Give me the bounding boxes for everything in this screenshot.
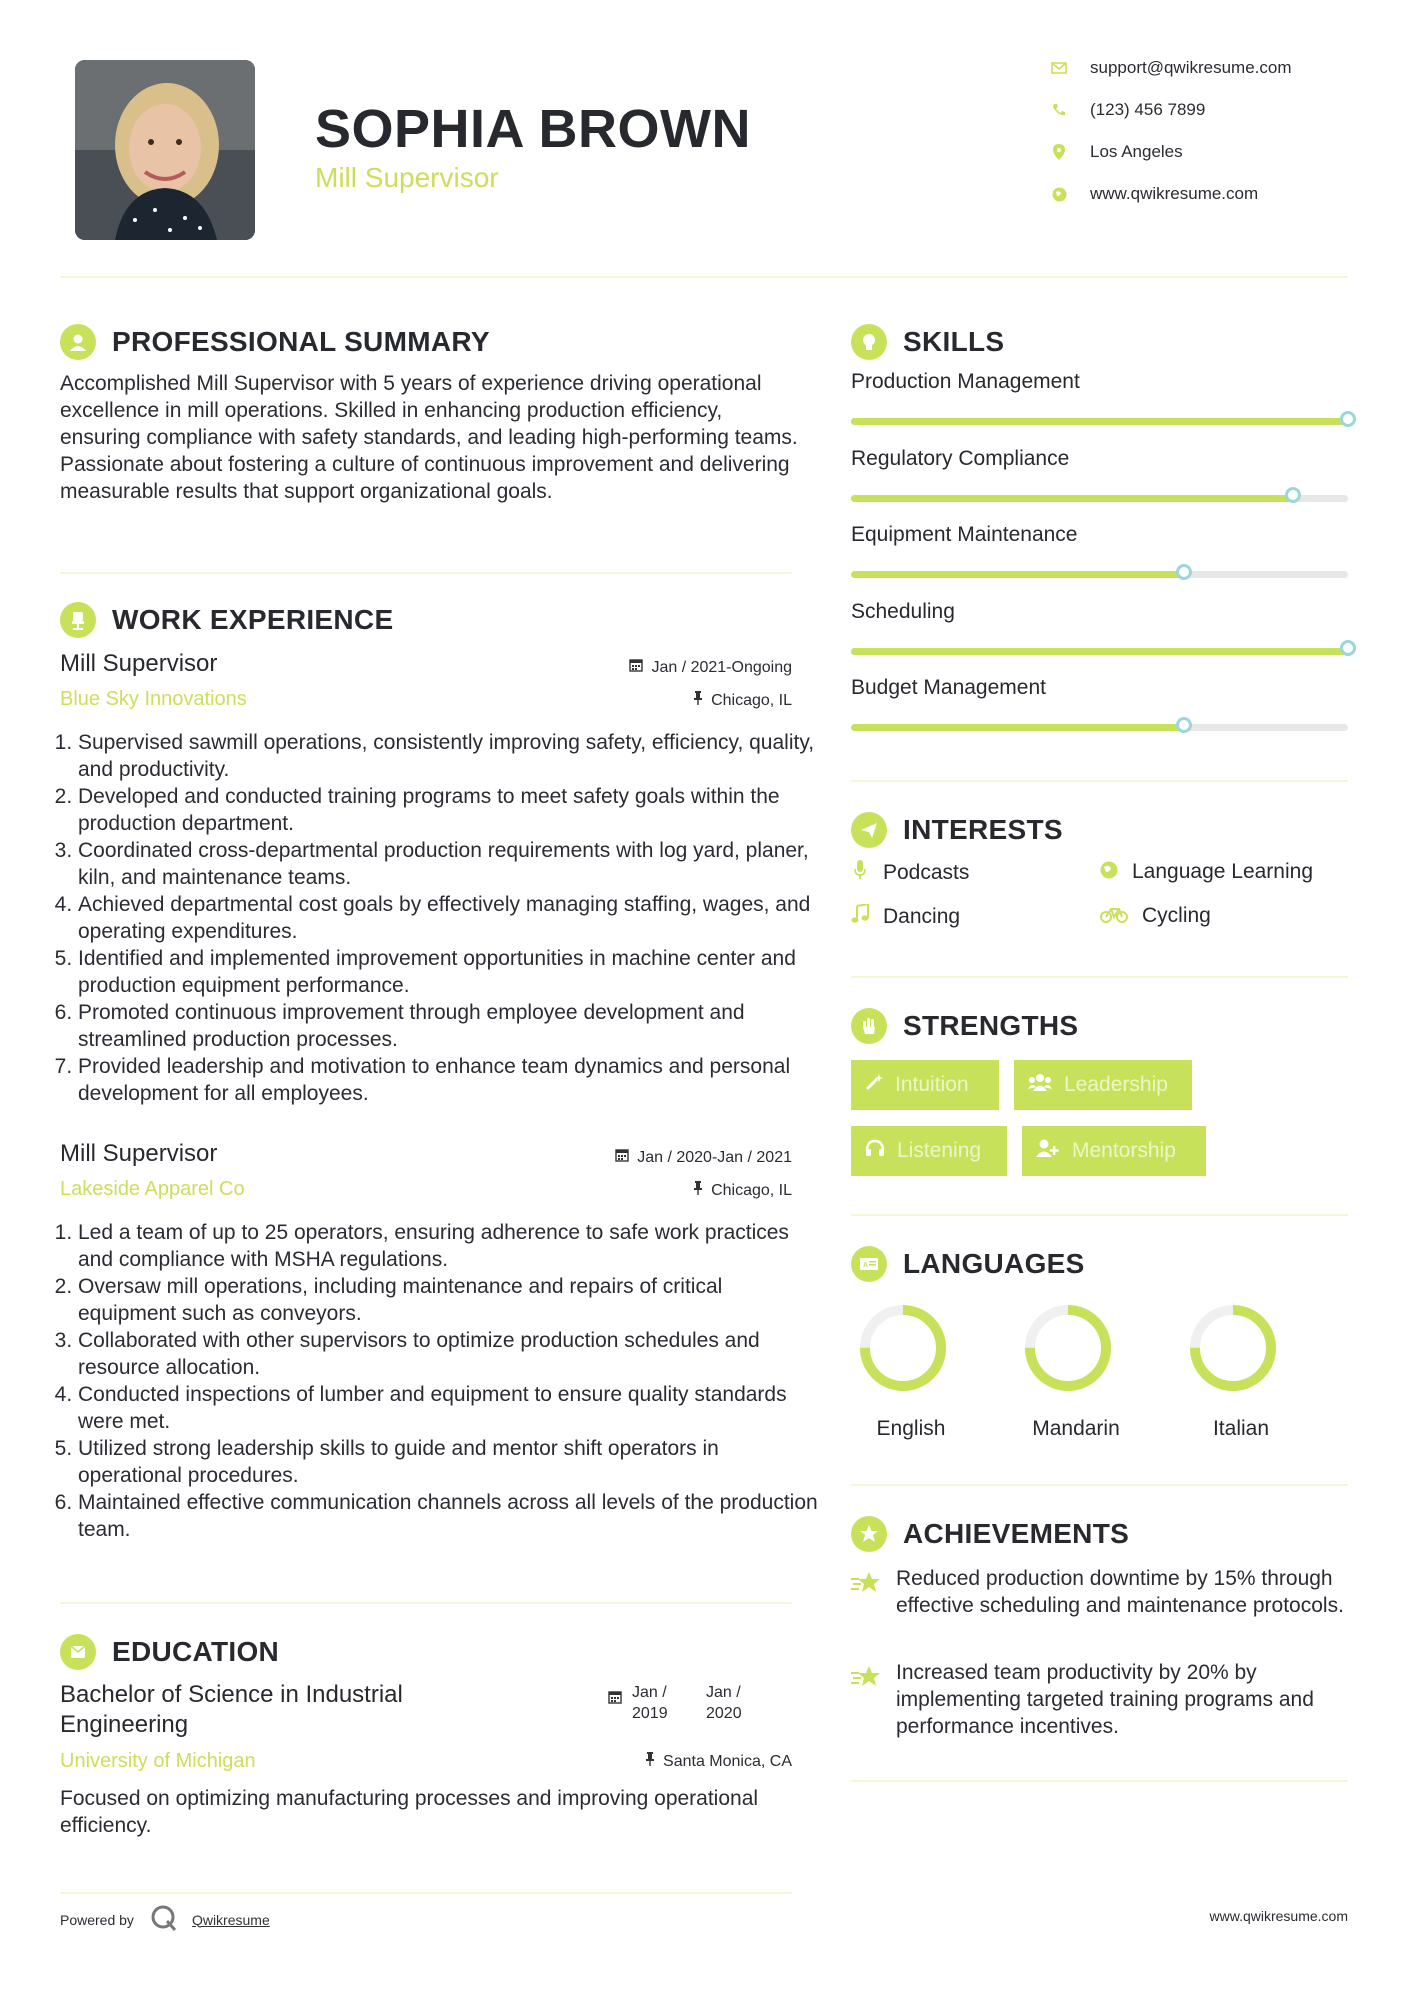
interest-item <box>1100 860 1313 884</box>
skill-row <box>851 676 1348 753</box>
strength-label: Mentorship <box>1072 1139 1176 1162</box>
skill-track <box>851 648 1348 655</box>
pin-icon <box>693 691 703 710</box>
education-location-text: Santa Monica, CA <box>663 1752 792 1770</box>
job-2-dates <box>500 1148 792 1167</box>
interests-title: INTERESTS <box>903 814 1063 845</box>
skill-label: Budget Management <box>851 676 1046 699</box>
footer-divider <box>60 1892 792 1894</box>
powered-by-text: Powered by <box>60 1911 134 1928</box>
skill-label: Equipment Maintenance <box>851 523 1078 546</box>
strengths-heading <box>851 1008 1078 1044</box>
language-label: English <box>876 1417 946 1440</box>
users-icon <box>1028 1073 1052 1097</box>
svg-text:A: A <box>863 1262 869 1269</box>
language-label: Mandarin <box>1032 1417 1120 1440</box>
strength-label: Listening <box>897 1139 982 1162</box>
calendar-icon <box>629 658 643 677</box>
calendar-icon <box>615 1148 629 1167</box>
skill-label: Regulatory Compliance <box>851 446 1070 470</box>
job-2-location <box>500 1181 792 1200</box>
chair-icon <box>60 602 96 638</box>
job-1-dates <box>500 658 792 677</box>
list-item: 2. Developed and conducted training programs to meet safety goals within the production department. <box>78 783 818 837</box>
interest-label: Language Learning <box>1132 860 1314 883</box>
interest-item <box>851 860 969 885</box>
skill-row <box>851 370 1348 447</box>
strength-chip <box>851 1126 1007 1176</box>
qwikresume-logo-icon <box>150 1904 178 1935</box>
contact-phone-text: (123) 456 7899 <box>1090 100 1206 119</box>
hand-icon <box>851 1008 887 1044</box>
pin-icon <box>693 1181 703 1200</box>
languages-heading <box>851 1246 1085 1282</box>
summary-divider <box>60 572 792 574</box>
job-1-location-text: Chicago, IL <box>711 691 792 709</box>
language-icon <box>851 1246 887 1282</box>
strength-label: Leadership <box>1064 1073 1168 1096</box>
experience-title: WORK EXPERIENCE <box>112 604 394 635</box>
languages-title: LANGUAGES <box>903 1248 1085 1279</box>
skill-label: Production Management <box>851 370 1080 393</box>
language-ring <box>851 1300 971 1400</box>
list-item: 3. Collaborated with other supervisors to optimize production schedules and resource allocation. <box>78 1327 818 1381</box>
achievements-heading <box>851 1516 1129 1552</box>
skills-list <box>851 370 1348 753</box>
skills-divider <box>851 780 1348 782</box>
summary-text: Accomplished Mill Supervisor with 5 years of experience driving operational excellence in mill operations. Skilled in enhancing production efficiency, ensuring compliance with safety standards, and leading high-performing teams. Passionate about fostering a culture of continuous improvement and delivering measurable results that support organizational goals. <box>60 372 798 503</box>
job-2-bullets <box>56 1219 818 1543</box>
experience-divider <box>60 1602 792 1604</box>
strength-label: Intuition <box>895 1073 969 1096</box>
achievement-item: Reduced production downtime by 15% through effective scheduling and maintenance protocols. <box>896 1567 1344 1617</box>
candidate-name: SOPHIA BROWN <box>315 99 751 159</box>
skill-knob <box>1340 640 1356 656</box>
language-item <box>1181 1300 1301 1441</box>
list-item: 1. Led a team of up to 25 operators, ensuring adherence to safe work practices and compliance with MSHA regulations. <box>78 1219 818 1273</box>
job-1-dates-text: Jan / 2021-Ongoing <box>651 658 792 676</box>
job-1-company: Blue Sky Innovations <box>60 688 247 710</box>
skill-knob <box>1340 411 1356 427</box>
trophy-star-icon <box>851 1570 883 1603</box>
skill-label: Scheduling <box>851 599 955 623</box>
graduation-icon <box>60 1634 96 1670</box>
list-item: 6. Promoted continuous improvement through employee development and streamlined production processes. <box>78 999 818 1053</box>
paper-plane-icon <box>851 812 887 848</box>
interest-item <box>1100 904 1211 928</box>
skill-knob <box>1176 564 1192 580</box>
skill-row <box>851 600 1348 677</box>
pin-icon <box>645 1752 655 1771</box>
interest-label: Cycling <box>1142 904 1211 927</box>
user-plus-icon <box>1036 1139 1060 1163</box>
microphone-icon <box>851 860 869 885</box>
language-item <box>1016 1300 1136 1441</box>
strength-chip <box>851 1060 999 1110</box>
job-1-title: Mill Supervisor <box>60 650 218 677</box>
powered-by <box>60 1904 270 1935</box>
job-2-dates-text: Jan / 2020-Jan / 2021 <box>637 1148 792 1166</box>
achievements-title: ACHIEVEMENTS <box>903 1518 1130 1549</box>
summary-heading <box>60 324 490 360</box>
contact-phone[interactable] <box>1050 100 1205 120</box>
contact-location-text: Los Angeles <box>1090 142 1183 161</box>
list-item: 3. Coordinated cross-departmental production requirements with log yard, planer, kiln, and maintenance teams. <box>78 837 818 891</box>
education-title: EDUCATION <box>112 1636 280 1667</box>
strength-chip <box>1022 1126 1206 1176</box>
skill-track <box>851 495 1348 502</box>
skill-track <box>851 418 1348 425</box>
language-item <box>851 1300 971 1441</box>
job-2-title: Mill Supervisor <box>60 1140 218 1167</box>
education-end: Jan / 2020 <box>706 1684 742 1722</box>
skill-row <box>851 447 1348 524</box>
globe-icon <box>1100 861 1118 884</box>
calendar-icon <box>608 1690 622 1709</box>
phone-icon <box>1050 101 1068 119</box>
interest-label: Dancing <box>883 904 961 928</box>
education-degree: Bachelor of Science in Industrial Engineering <box>60 1681 403 1738</box>
list-item: 7. Provided leadership and motivation to enhance team dynamics and personal development for all employees. <box>78 1053 818 1107</box>
education-start: Jan / 2019 <box>632 1684 668 1722</box>
skill-fill <box>851 571 1184 578</box>
candidate-role: Mill Supervisor <box>315 162 499 193</box>
education-description: Focused on optimizing manufacturing processes and improving operational efficiency. <box>60 1787 759 1837</box>
globe-icon <box>1050 185 1068 203</box>
contact-email-text: support@qwikresume.com <box>1090 58 1292 77</box>
mail-icon <box>1050 59 1068 77</box>
headphones-icon <box>865 1139 885 1163</box>
badge-icon <box>851 1516 887 1552</box>
list-item: 5. Utilized strong leadership skills to guide and mentor shift operators in operational procedures. <box>78 1435 818 1489</box>
interest-item <box>851 904 960 929</box>
skill-fill <box>851 495 1293 502</box>
education-heading <box>60 1634 279 1670</box>
skill-fill <box>851 724 1184 731</box>
education-school: University of Michigan <box>60 1750 256 1772</box>
list-item: 6. Maintained effective communication channels across all levels of the production team. <box>78 1489 818 1543</box>
interests-heading <box>851 812 1063 848</box>
list-item: 1. Supervised sawmill operations, consistently improving safety, efficiency, quality, and productivity. <box>78 729 818 783</box>
skill-row <box>851 523 1348 600</box>
qwikresume-link[interactable]: Qwikresume <box>191 1911 270 1928</box>
job-1-location <box>500 691 792 710</box>
list-item: 4. Achieved departmental cost goals by effectively managing staffing, wages, and operating expenditures. <box>78 891 818 945</box>
header-divider <box>60 276 1348 278</box>
strengths-divider <box>851 1214 1348 1216</box>
contact-email[interactable] <box>1050 58 1292 78</box>
footer-url[interactable]: www.qwikresume.com <box>1209 1908 1348 1924</box>
skill-track <box>851 571 1348 578</box>
language-ring <box>1016 1300 1136 1400</box>
job-2-location-text: Chicago, IL <box>711 1181 792 1199</box>
lightbulb-icon <box>851 324 887 360</box>
job-2-company: Lakeside Apparel Co <box>60 1178 245 1200</box>
magic-wand-icon <box>865 1073 883 1097</box>
strength-chip <box>1014 1060 1192 1110</box>
skills-heading <box>851 324 1004 360</box>
profile-photo <box>75 60 255 240</box>
bicycle-icon <box>1100 905 1128 928</box>
language-label: Italian <box>1212 1417 1270 1440</box>
skill-knob <box>1285 487 1301 503</box>
list-item: 2. Oversaw mill operations, including maintenance and repairs of critical equipment such as conveyors. <box>78 1273 818 1327</box>
interest-label: Podcasts <box>883 860 970 884</box>
language-ring <box>1181 1300 1301 1400</box>
languages-list <box>851 1300 1348 1450</box>
trophy-star-icon <box>851 1664 883 1697</box>
skill-track <box>851 724 1348 731</box>
summary-title: PROFESSIONAL SUMMARY <box>112 326 490 357</box>
contact-website[interactable] <box>1050 184 1258 204</box>
interests-divider <box>851 976 1348 978</box>
skill-fill <box>851 648 1348 655</box>
list-item: 4. Conducted inspections of lumber and equipment to ensure quality standards were met. <box>78 1381 818 1435</box>
job-1-bullets <box>56 729 818 1107</box>
strengths-title: STRENGTHS <box>903 1010 1079 1041</box>
list-item: 5. Identified and implemented improvement opportunities in machine center and production equipment performance. <box>78 945 818 999</box>
contact-website-text: www.qwikresume.com <box>1090 184 1259 203</box>
achievement-item: Increased team productivity by 20% by implementing targeted training programs and performance incentives. <box>896 1661 1314 1738</box>
user-icon <box>60 324 96 360</box>
skill-fill <box>851 418 1348 425</box>
experience-heading <box>60 602 393 638</box>
location-pin-icon <box>1050 143 1068 161</box>
contact-location <box>1050 142 1183 162</box>
music-note-icon <box>851 904 869 929</box>
skill-knob <box>1176 717 1192 733</box>
achievements-divider <box>851 1780 1348 1782</box>
skills-title: SKILLS <box>903 326 1005 357</box>
languages-divider <box>851 1484 1348 1486</box>
education-location <box>500 1752 792 1771</box>
